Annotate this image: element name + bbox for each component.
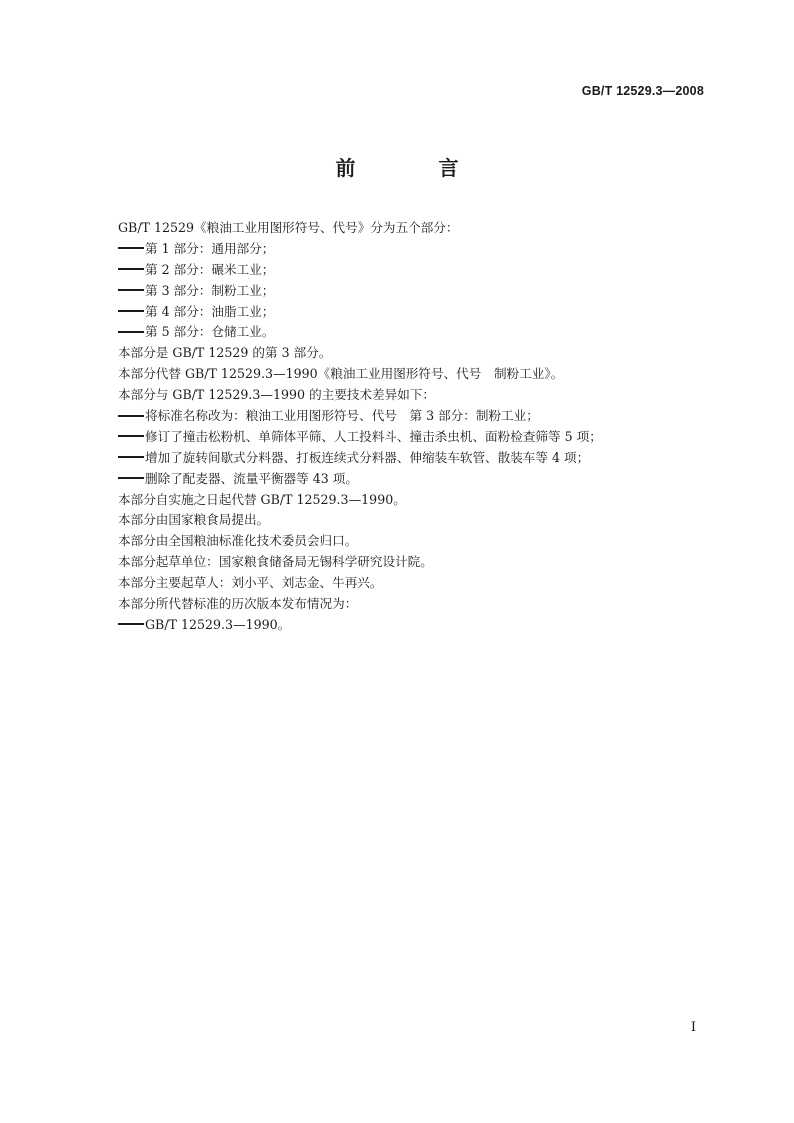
- em-dash: [118, 331, 144, 333]
- list-item-line: [118, 322, 718, 343]
- paragraph-line: [118, 364, 718, 385]
- line-text: 本部分自实施之日起代替 GB/T 12529.3—1990。: [118, 491, 406, 507]
- paragraph-line: [118, 343, 718, 364]
- foreword-body: [118, 218, 718, 636]
- line-text: 将标准名称改为：粮油工业用图形符号、代号 第 3 部分：制粉工业；: [145, 408, 539, 424]
- em-dash: [118, 289, 144, 291]
- line-text: 增加了旋转间歇式分料器、打板连续式分料器、伸缩装车软管、散装车等 4 项；: [145, 449, 590, 465]
- list-item-line: [118, 260, 718, 281]
- line-text: 第 2 部分：碾米工业；: [145, 261, 275, 277]
- em-dash: [118, 415, 144, 417]
- line-text: 本部分主要起草人：刘小平、刘志金、牛再兴。: [118, 575, 383, 591]
- paragraph-line: [118, 552, 718, 573]
- line-text: 删除了配麦器、流量平衡器等 43 项。: [145, 470, 358, 486]
- list-item-line: [118, 406, 718, 427]
- line-text: GB/T 12529《粮油工业用图形符号、代号》分为五个部分：: [118, 220, 459, 235]
- line-text: GB/T 12529.3—1990。: [145, 616, 291, 632]
- paragraph-line: [118, 490, 718, 511]
- line-text: 第 1 部分：通用部分；: [145, 240, 275, 256]
- paragraph-line: [118, 573, 718, 594]
- standard-code: GB/T 12529.3—2008: [581, 84, 704, 98]
- paragraph-line: [118, 531, 718, 552]
- em-dash: [118, 477, 144, 479]
- em-dash: [118, 456, 144, 458]
- line-text: 本部分代替 GB/T 12529.3—1990《粮油工业用图形符号、代号 制粉工业》。: [118, 366, 564, 382]
- line-text: 本部分由全国粮油标准化技术委员会归口。: [118, 533, 358, 549]
- page-title: 前 言: [335, 156, 497, 180]
- paragraph-line: [118, 385, 718, 406]
- em-dash: [118, 435, 144, 437]
- em-dash: [118, 310, 144, 312]
- list-item-line: [118, 281, 718, 302]
- line-text: 本部分是 GB/T 12529 的第 3 部分。: [118, 345, 332, 361]
- line-text: 第 5 部分：仓储工业。: [145, 324, 275, 340]
- line-text: 本部分起草单位：国家粮食储备局无锡科学研究设计院。: [118, 554, 433, 570]
- em-dash: [118, 268, 144, 270]
- list-item-line: [118, 469, 718, 490]
- list-item-line: [118, 448, 718, 469]
- list-item-line: [118, 427, 718, 448]
- line-text: 本部分与 GB/T 12529.3—1990 的主要技术差异如下：: [118, 387, 436, 403]
- em-dash: [118, 623, 144, 625]
- em-dash: [118, 247, 144, 249]
- line-text: 本部分所代替标准的历次版本发布情况为：: [118, 596, 358, 612]
- page-number: I: [690, 1020, 696, 1035]
- list-item-line: [118, 615, 718, 636]
- paragraph-line: [118, 218, 718, 239]
- line-text: 第 4 部分：油脂工业；: [145, 303, 275, 319]
- paragraph-line: [118, 594, 718, 615]
- list-item-line: [118, 239, 718, 260]
- line-text: 修订了撞击松粉机、单筛体平筛、人工投料斗、撞击杀虫机、面粉检查筛等 5 项；: [145, 428, 602, 444]
- line-text: 第 3 部分：制粉工业；: [145, 282, 275, 298]
- paragraph-line: [118, 510, 718, 531]
- line-text: 本部分由国家粮食局提出。: [118, 512, 270, 528]
- list-item-line: [118, 302, 718, 323]
